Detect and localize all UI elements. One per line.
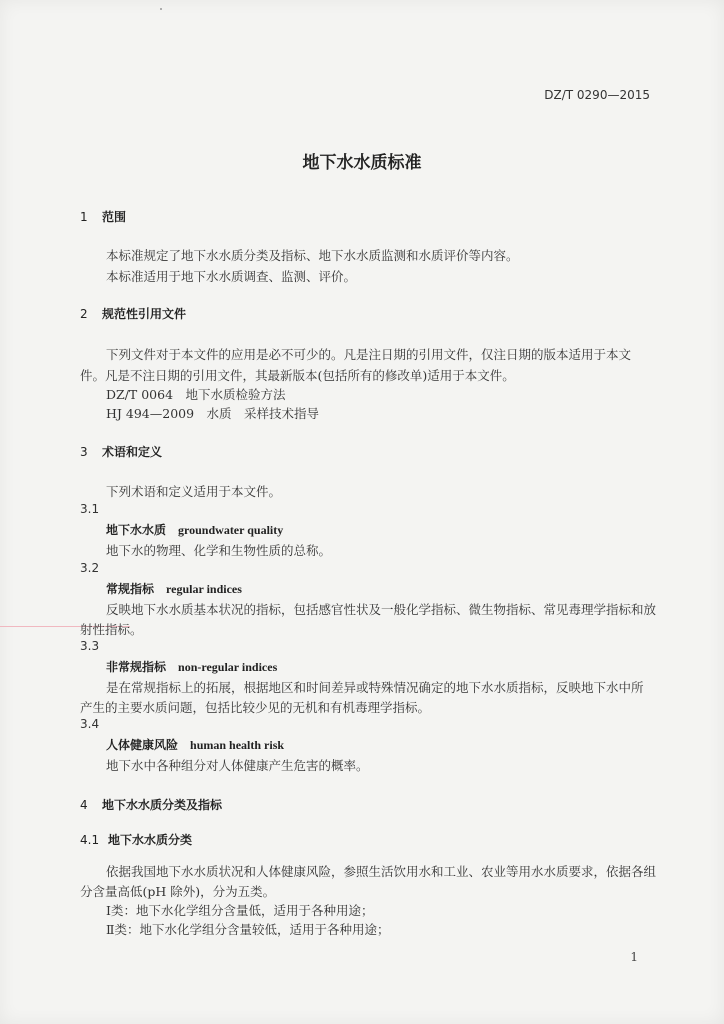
class-item: Ⅱ类：地下水化学组分含量较低，适用于各种用途；	[106, 922, 390, 937]
section-title: 规范性引用文件	[102, 307, 187, 321]
term-number: 3.2	[80, 561, 100, 575]
section-number: 1	[80, 210, 88, 224]
section-2-heading	[80, 305, 186, 322]
subsection-4-1-heading	[80, 831, 192, 848]
paragraph-line: 本标准适用于地下水水质调查、监测、评价。	[106, 269, 357, 284]
term-definition: 地下水中各种组分对人体健康产生危害的概率。	[106, 758, 369, 773]
term-chinese: 常规指标	[106, 582, 155, 596]
reference-item: HJ 494—2009 水质 采样技术指导	[106, 406, 320, 421]
term-definition: 是在常规指标上的拓展，根据地区和时间差异或特殊情况确定的地下水水质指标，反映地下水中所	[106, 680, 644, 695]
paragraph-line: 分含量高低(pH 除外)，分为五类。	[80, 884, 276, 899]
paragraph-line: 下列术语和定义适用于本文件。	[106, 484, 282, 499]
paragraph-line: 本标准规定了地下水水质分类及指标、地下水水质监测和水质评价等内容。	[106, 248, 519, 263]
scan-speck	[160, 8, 162, 10]
term-definition: 地下水的物理、化学和生物性质的总称。	[106, 543, 332, 558]
term-heading	[106, 580, 242, 597]
term-chinese: 人体健康风险	[106, 738, 179, 752]
term-definition: 射性指标。	[80, 622, 143, 637]
term-english: groundwater quality	[178, 523, 284, 537]
page-number: 1	[630, 950, 638, 964]
term-number: 3.1	[80, 502, 100, 516]
term-heading	[106, 736, 284, 753]
section-1-heading	[80, 208, 126, 225]
section-title: 地下水水质分类及指标	[102, 798, 223, 812]
term-chinese: 地下水水质	[106, 523, 167, 537]
section-3-heading	[80, 443, 162, 460]
term-definition: 产生的主要水质问题，包括比较少见的无机和有机毒理学指标。	[80, 700, 431, 715]
term-number: 3.4	[80, 717, 100, 731]
term-chinese: 非常规指标	[106, 660, 167, 674]
section-title: 地下水水质分类	[108, 833, 193, 847]
class-item: Ⅰ类：地下水化学组分含量低，适用于各种用途；	[106, 903, 374, 918]
paragraph-line: 件。凡是不注日期的引用文件，其最新版本(包括所有的修改单)适用于本文件。	[80, 368, 515, 383]
term-english: regular indices	[166, 582, 242, 596]
term-english: human health risk	[190, 738, 285, 752]
standard-code: DZ/T 0290—2015	[544, 88, 650, 102]
section-number: 3	[80, 445, 88, 459]
section-4-heading	[80, 796, 222, 813]
section-number: 4.1	[80, 833, 100, 847]
term-english: non-regular indices	[178, 660, 278, 674]
paragraph-line: 依据我国地下水水质状况和人体健康风险，参照生活饮用水和工业、农业等用水水质要求，依据各组	[106, 864, 657, 879]
term-definition: 反映地下水水质基本状况的指标，包括感官性状及一般化学指标、微生物指标、常见毒理学指标和放	[106, 602, 657, 617]
term-heading	[106, 658, 277, 675]
section-title: 术语和定义	[102, 445, 163, 459]
section-number: 2	[80, 307, 88, 321]
paragraph-line: 下列文件对于本文件的应用是必不可少的。凡是注日期的引用文件，仅注日期的版本适用于本文	[106, 347, 632, 362]
section-title: 范围	[102, 210, 127, 224]
term-heading	[106, 521, 283, 538]
reference-item: DZ/T 0064 地下水质检验方法	[106, 387, 286, 402]
document-title: 地下水水质标准	[302, 153, 422, 173]
term-number: 3.3	[80, 639, 100, 653]
section-number: 4	[80, 798, 88, 812]
